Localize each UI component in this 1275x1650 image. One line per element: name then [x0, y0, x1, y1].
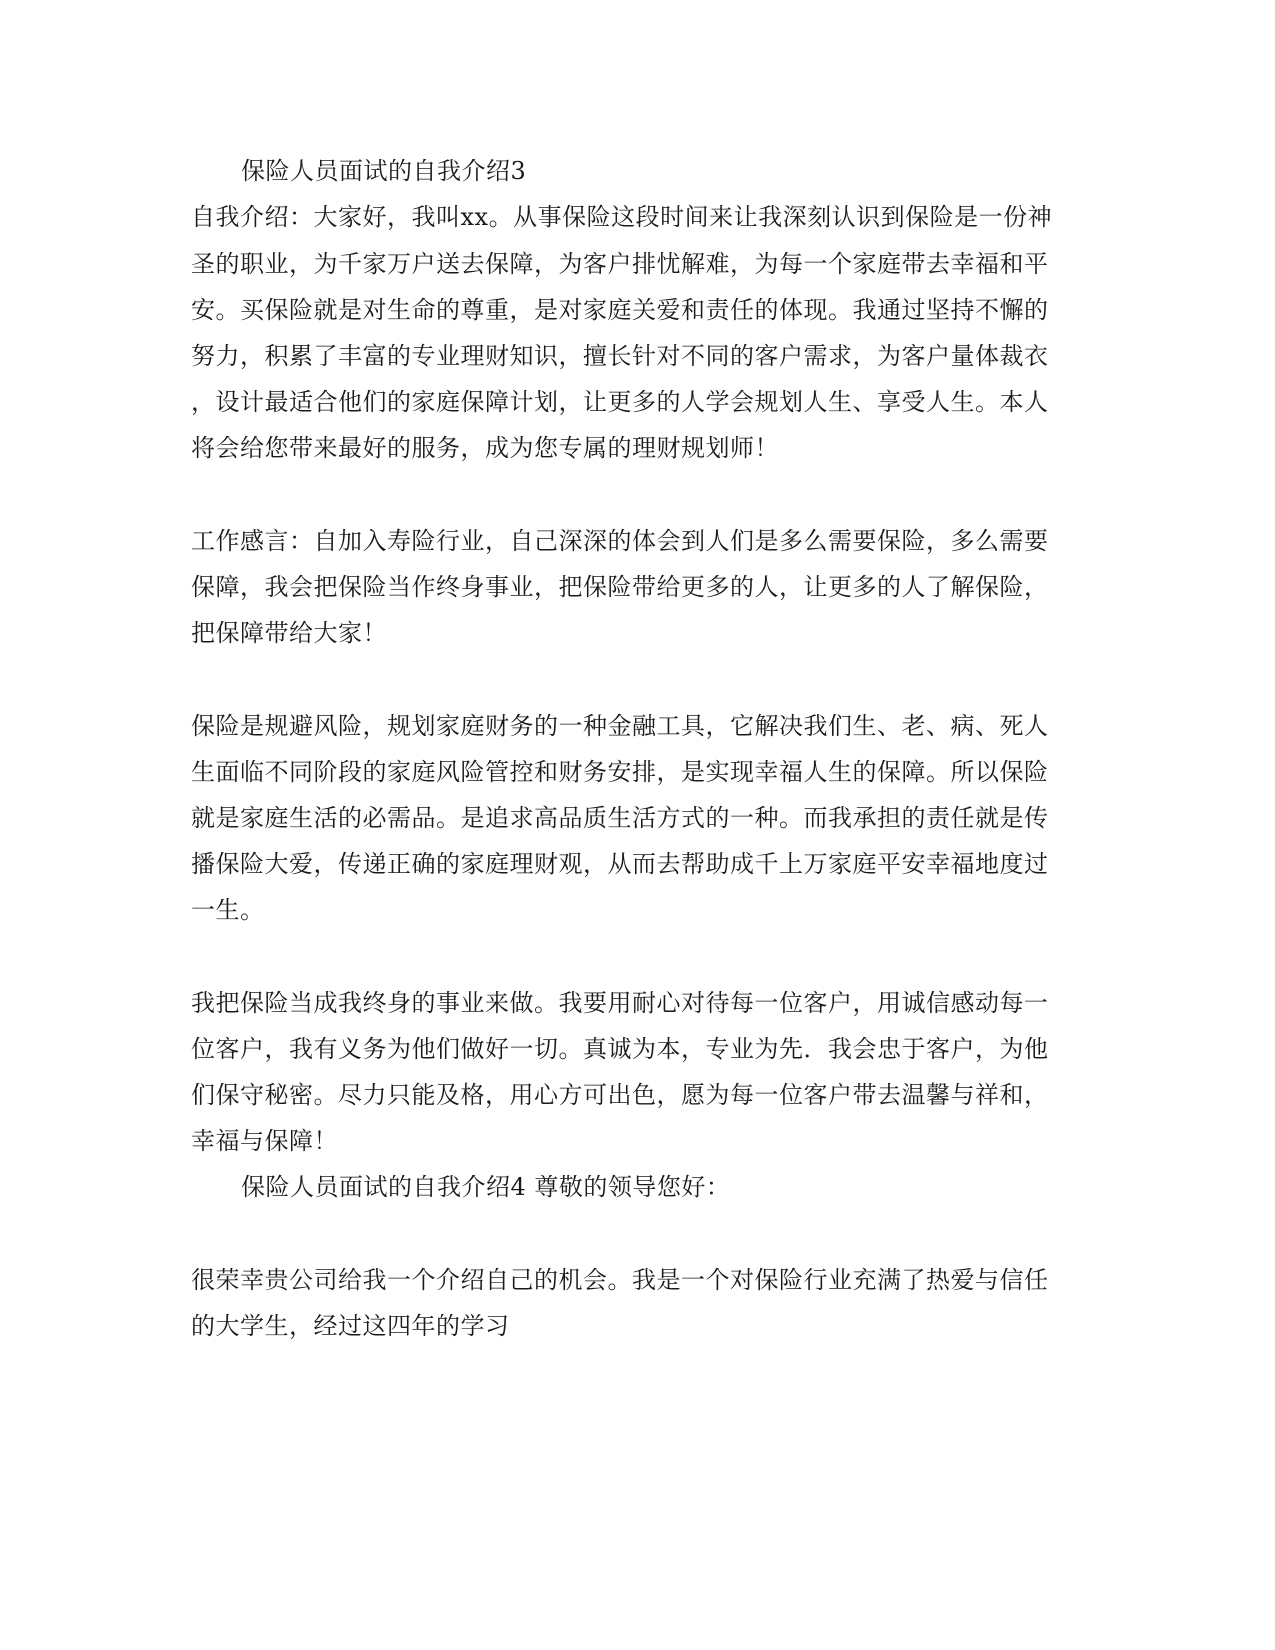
paragraph-line: 保险是规避风险，规划家庭财务的一种金融工具，它解决我们生、老、病、死人	[191, 712, 1049, 740]
paragraph-line: 保障，我会把保险当作终身事业，把保险带给更多的人，让更多的人了解保险，	[191, 573, 1049, 601]
paragraph-line: 生面临不同阶段的家庭风险管控和财务安排，是实现幸福人生的保障。所以保险	[191, 758, 1049, 786]
section-heading-3: 保险人员面试的自我介绍3	[241, 157, 527, 185]
paragraph-line: 将会给您带来最好的服务，成为您专属的理财规划师！	[191, 434, 779, 462]
paragraph-line: 播保险大爱，传递正确的家庭理财观，从而去帮助成千上万家庭平安幸福地度过	[191, 850, 1049, 878]
paragraph-line: 安。买保险就是对生命的尊重，是对家庭关爱和责任的体现。我通过坚持不懈的	[191, 296, 1049, 324]
paragraph-line: 我把保险当成我终身的事业来做。我要用耐心对待每一位客户，用诚信感动每一	[191, 989, 1049, 1017]
paragraph-line: 位客户，我有义务为他们做好一切。真诚为本，专业为先．我会忠于客户，为他	[191, 1035, 1049, 1063]
paragraph-line: 的大学生，经过这四年的学习	[191, 1312, 510, 1340]
section-heading-4: 保险人员面试的自我介绍4 尊敬的领导您好：	[241, 1173, 731, 1201]
paragraph-line: ，设计最适合他们的家庭保障计划，让更多的人学会规划人生、享受人生。本人	[191, 388, 1049, 416]
paragraph-line: 们保守秘密。尽力只能及格，用心方可出色，愿为每一位客户带去温馨与祥和，	[191, 1081, 1049, 1109]
paragraph-line: 一生。	[191, 896, 265, 924]
paragraph-line: 很荣幸贵公司给我一个介绍自己的机会。我是一个对保险行业充满了热爱与信任	[191, 1266, 1049, 1294]
paragraph-line: 就是家庭生活的必需品。是追求高品质生活方式的一种。而我承担的责任就是传	[191, 804, 1049, 832]
paragraph-line: 圣的职业，为千家万户送去保障，为客户排忧解难，为每一个家庭带去幸福和平	[191, 250, 1049, 278]
paragraph-line: 努力，积累了丰富的专业理财知识，擅长针对不同的客户需求，为客户量体裁衣	[191, 342, 1049, 370]
paragraph-line: 自我介绍：大家好，我叫xx。从事保险这段时间来让我深刻认识到保险是一份神	[191, 203, 1053, 231]
paragraph-line: 把保障带给大家！	[191, 619, 387, 647]
paragraph-line: 工作感言：自加入寿险行业，自己深深的体会到人们是多么需要保险，多么需要	[191, 527, 1049, 555]
paragraph-line: 幸福与保障！	[191, 1127, 338, 1155]
